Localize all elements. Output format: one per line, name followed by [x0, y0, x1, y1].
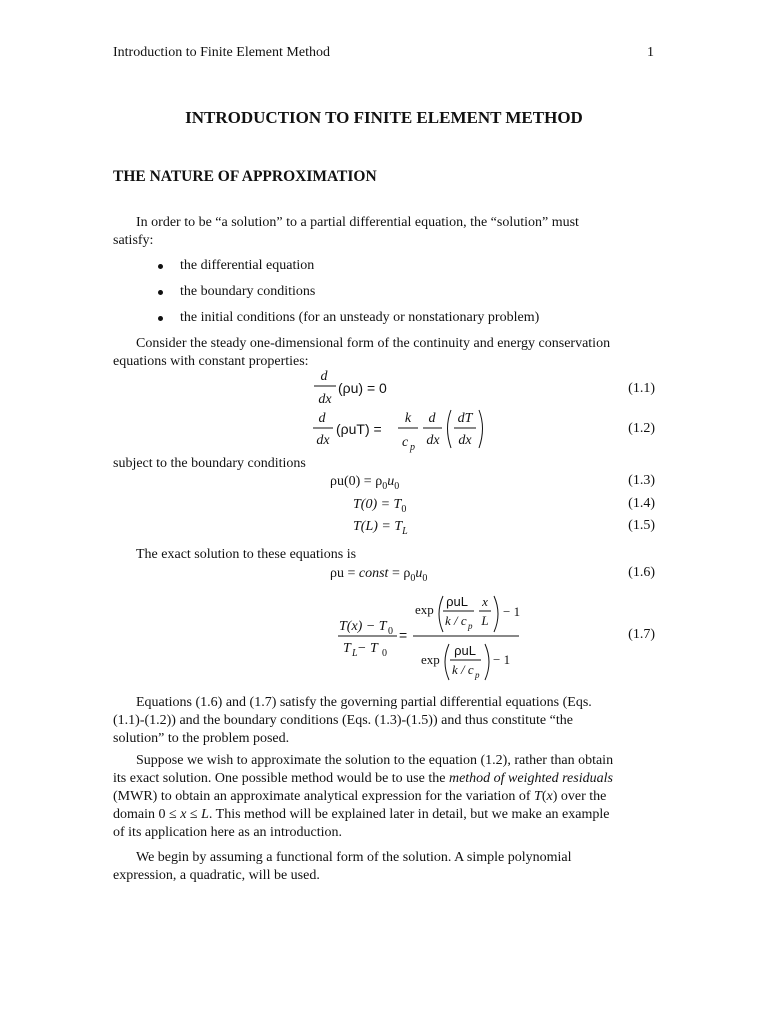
bullet-dot	[158, 316, 163, 321]
subscript: 0	[388, 626, 393, 637]
equation-lhs: ρu(0) = ρ	[330, 474, 383, 489]
body-paragraph	[113, 694, 653, 748]
frac-numerator: dT	[457, 411, 473, 426]
text-line: Suppose we wish to approximate the solution to the equation (1.2), rather than obtain	[136, 753, 614, 768]
text-line: domain 0 ≤	[113, 807, 181, 822]
equation-number: (1.6)	[628, 565, 655, 580]
frac-denominator: − T	[357, 641, 378, 656]
equation-1-3	[330, 473, 399, 496]
exp-function: exp	[415, 602, 434, 617]
running-header-title: Introduction to Finite Element Method	[113, 45, 330, 60]
right-paren	[485, 644, 489, 680]
minus-one: − 1	[493, 652, 511, 667]
exact-solution-intro: The exact solution to these equations is	[136, 547, 357, 562]
text-line: We begin by assuming a functional form of the solution. A simple polynomial	[136, 850, 572, 865]
text-line: (MWR) to obtain an approximate analytical expression for the variation of	[113, 789, 535, 804]
body-paragraph	[113, 849, 653, 885]
variable: const	[358, 566, 389, 581]
body-paragraph: Suppose we wish to approximate the solution to the equation (1.2), rather than obtain its exact solution. One possible method would be to use the method of weighted residuals (MWR) to obtain an approximate analytical expression for the variation of T(x) over the domain 0 ≤ x ≤ L. This method will be explained later in detail, but we make an example of its application here as an introduction.	[113, 752, 653, 842]
svg-text:d: d	[428, 411, 436, 426]
equation-lhs: T(L) = T	[353, 519, 403, 534]
frac-denominator: k / c	[452, 662, 474, 677]
frac-denominator: L	[481, 613, 489, 628]
text-line: (1.1)-(1.2)) and the boundary conditions (Eqs. (1.3)-(1.5)) and thus constitute “the	[113, 713, 573, 728]
equation-lhs: T(0) = T	[353, 497, 402, 512]
intro-paragraph	[113, 214, 653, 250]
text-line: ≤	[186, 807, 202, 822]
bullet-text: the boundary conditions	[180, 284, 316, 299]
equation-1-7	[335, 594, 525, 686]
frac-numerator: k	[404, 411, 412, 426]
subscript: 0	[382, 480, 388, 492]
frac-numerator: d	[320, 369, 328, 384]
left-paren	[445, 644, 449, 680]
emphasis-text: method of weighted residuals	[448, 771, 613, 786]
variable: L	[201, 807, 209, 822]
subscript: 0	[382, 648, 387, 659]
consider-line-1: Consider the steady one-dimensional form of the continuity and energy conservation	[136, 336, 611, 351]
equation-number: (1.3)	[628, 473, 655, 488]
text-line: of its application here as an introduction.	[113, 825, 342, 840]
subscript: 0	[401, 503, 407, 515]
frac-numerator: ρuL	[454, 643, 476, 658]
variable: x	[546, 789, 553, 804]
text-line: its exact solution. One possible method would be to use the	[113, 771, 449, 786]
subscript: 0	[422, 572, 428, 584]
equation-number: (1.7)	[628, 627, 655, 642]
left-paren	[448, 410, 452, 448]
document-title: INTRODUCTION TO FINITE ELEMENT METHOD	[185, 108, 583, 127]
frac-numerator: ρuL	[446, 594, 468, 609]
section-heading: THE NATURE OF APPROXIMATION	[113, 168, 377, 185]
equation-1-5	[353, 518, 408, 541]
subscript: L	[402, 525, 408, 537]
equation-number: (1.1)	[628, 381, 655, 396]
subscript: p	[468, 621, 473, 631]
frac-denominator: k / c	[445, 613, 467, 628]
page-number: 1	[647, 45, 654, 60]
variable: u	[415, 566, 423, 581]
frac-numerator: x	[482, 594, 488, 609]
text-line: expression, a quadratic, will be used.	[113, 868, 320, 883]
svg-text:dx: dx	[458, 433, 472, 448]
equation-number: (1.2)	[628, 421, 655, 436]
intro-line-1: In order to be “a solution” to a partial differential equation, the “solution” must	[136, 215, 579, 230]
right-paren	[479, 410, 483, 448]
equation-1-6	[330, 565, 427, 588]
equation-body: (ρu) = 0	[338, 380, 387, 396]
text-line: solution” to the problem posed.	[113, 731, 290, 746]
consider-line-2: equations with constant properties:	[113, 354, 309, 369]
frac-denominator: T	[343, 641, 351, 656]
intro-line-2: satisfy:	[113, 233, 154, 248]
svg-text:d: d	[318, 411, 326, 426]
svg-text:=: =	[399, 627, 408, 643]
subscript: p	[475, 670, 480, 680]
bullet-text: the initial conditions (for an unsteady or nonstationary problem)	[180, 310, 540, 325]
subscript: p	[410, 442, 415, 453]
subscript: L	[352, 648, 358, 659]
exp-function: exp	[421, 652, 440, 667]
frac-denominator: dx	[318, 392, 332, 407]
text-line: Equations (1.6) and (1.7) satisfy the governing partial differential equations (Eqs.	[136, 695, 592, 710]
bullet-dot	[158, 264, 163, 269]
svg-text:dx: dx	[426, 433, 440, 448]
variable: u	[387, 474, 395, 489]
bullet-dot	[158, 290, 163, 295]
equation-1-2	[310, 404, 490, 458]
bullet-text: the differential equation	[180, 258, 315, 273]
frac-denominator: c	[402, 435, 409, 450]
minus-one: − 1	[503, 604, 521, 619]
equation-lhs: (ρuT) =	[336, 421, 382, 437]
subscript: 0	[410, 572, 416, 584]
frac-numerator: T(x) − T	[339, 619, 387, 634]
equation-1-4	[353, 496, 406, 519]
variable: T	[534, 789, 542, 804]
text-line: . This method will be explained later in detail, but we make an example	[208, 807, 610, 822]
subscript: 0	[394, 480, 400, 492]
svg-text:dx: dx	[316, 433, 330, 448]
right-paren	[494, 596, 498, 632]
equation-rhs: = ρ	[388, 566, 411, 581]
variable: x	[180, 807, 187, 822]
equation-number: (1.4)	[628, 496, 655, 511]
equation-number: (1.5)	[628, 518, 655, 533]
boundary-intro-text: subject to the boundary conditions	[113, 456, 306, 471]
equation-lhs: ρu =	[330, 566, 359, 581]
left-paren	[439, 596, 443, 632]
